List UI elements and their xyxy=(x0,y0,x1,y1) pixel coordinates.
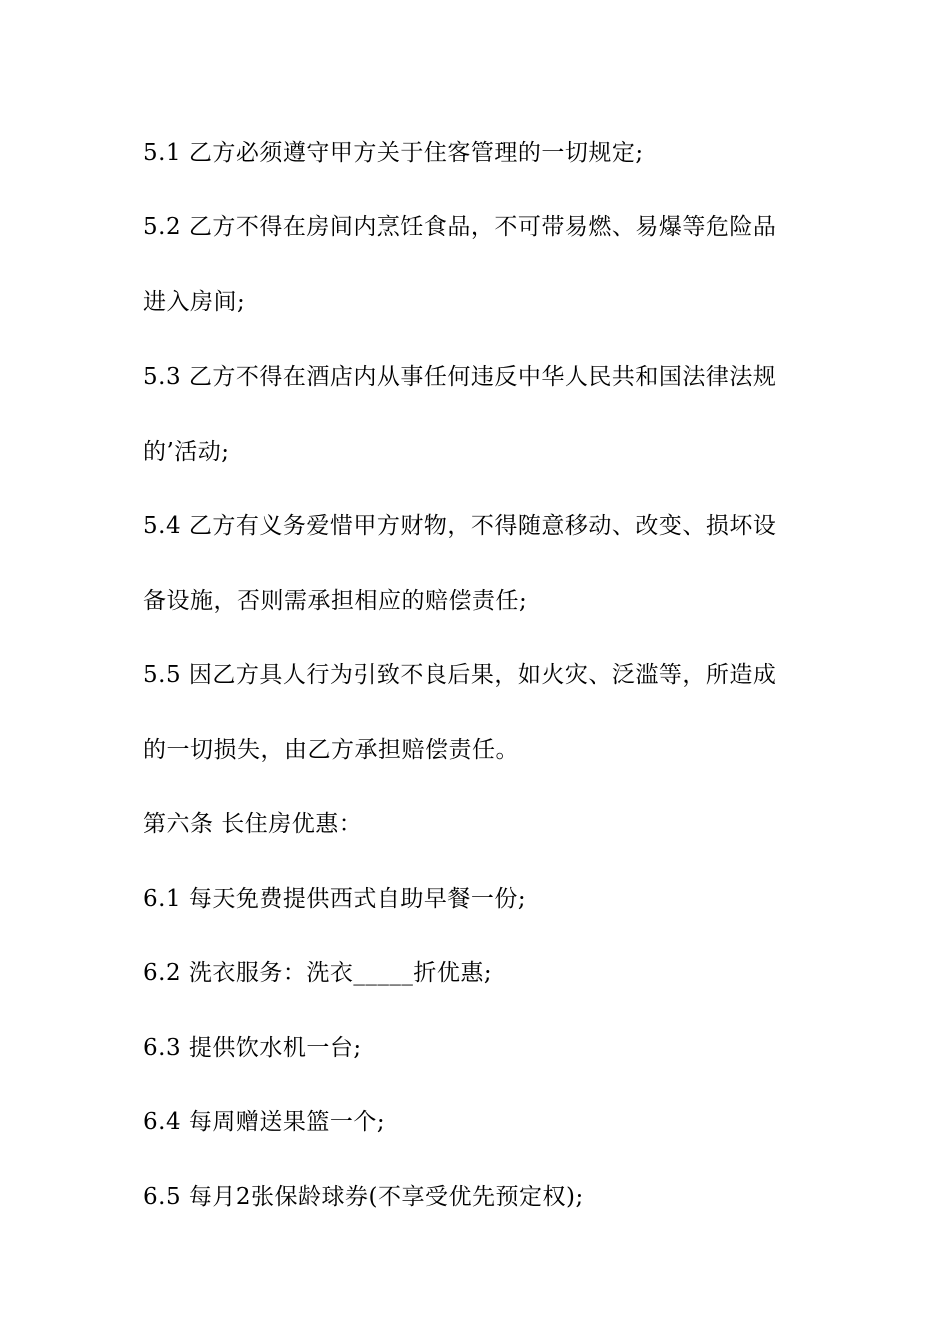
clause-6-2: 6.2 洗衣服务：洗衣_____折优惠; xyxy=(143,960,493,986)
clause-5-5-continued: 的一切损失，由乙方承担赔偿责任。 xyxy=(143,737,519,763)
clause-5-2-continued: 进入房间; xyxy=(143,289,246,315)
clause-6-4: 6.4 每周赠送果篮一个; xyxy=(143,1109,386,1135)
article-6-heading: 第六条 长住房优惠： xyxy=(143,811,363,837)
clause-5-1: 5.1 乙方必须遵守甲方关于住客管理的一切规定; xyxy=(143,140,644,166)
clause-5-4-continued: 备设施，否则需承担相应的赔偿责任; xyxy=(143,588,528,614)
clause-5-2: 5.2 乙方不得在房间内烹饪食品，不可带易燃、易爆等危险品 xyxy=(143,214,777,240)
clause-6-5: 6.5 每月2张保龄球券(不享受优先预定权); xyxy=(143,1184,584,1210)
clause-5-3: 5.3 乙方不得在酒店内从事任何违反中华人民共和国法律法规 xyxy=(143,364,777,390)
clause-5-5: 5.5 因乙方具人行为引致不良后果，如火灾、泛滥等，所造成 xyxy=(143,662,777,688)
clause-6-3: 6.3 提供饮水机一台; xyxy=(143,1035,362,1061)
clause-6-1: 6.1 每天免费提供西式自助早餐一份; xyxy=(143,886,527,912)
clause-5-3-continued: 的’活动; xyxy=(143,439,230,465)
clause-5-4: 5.4 乙方有义务爱惜甲方财物，不得随意移动、改变、损坏设 xyxy=(143,513,777,539)
